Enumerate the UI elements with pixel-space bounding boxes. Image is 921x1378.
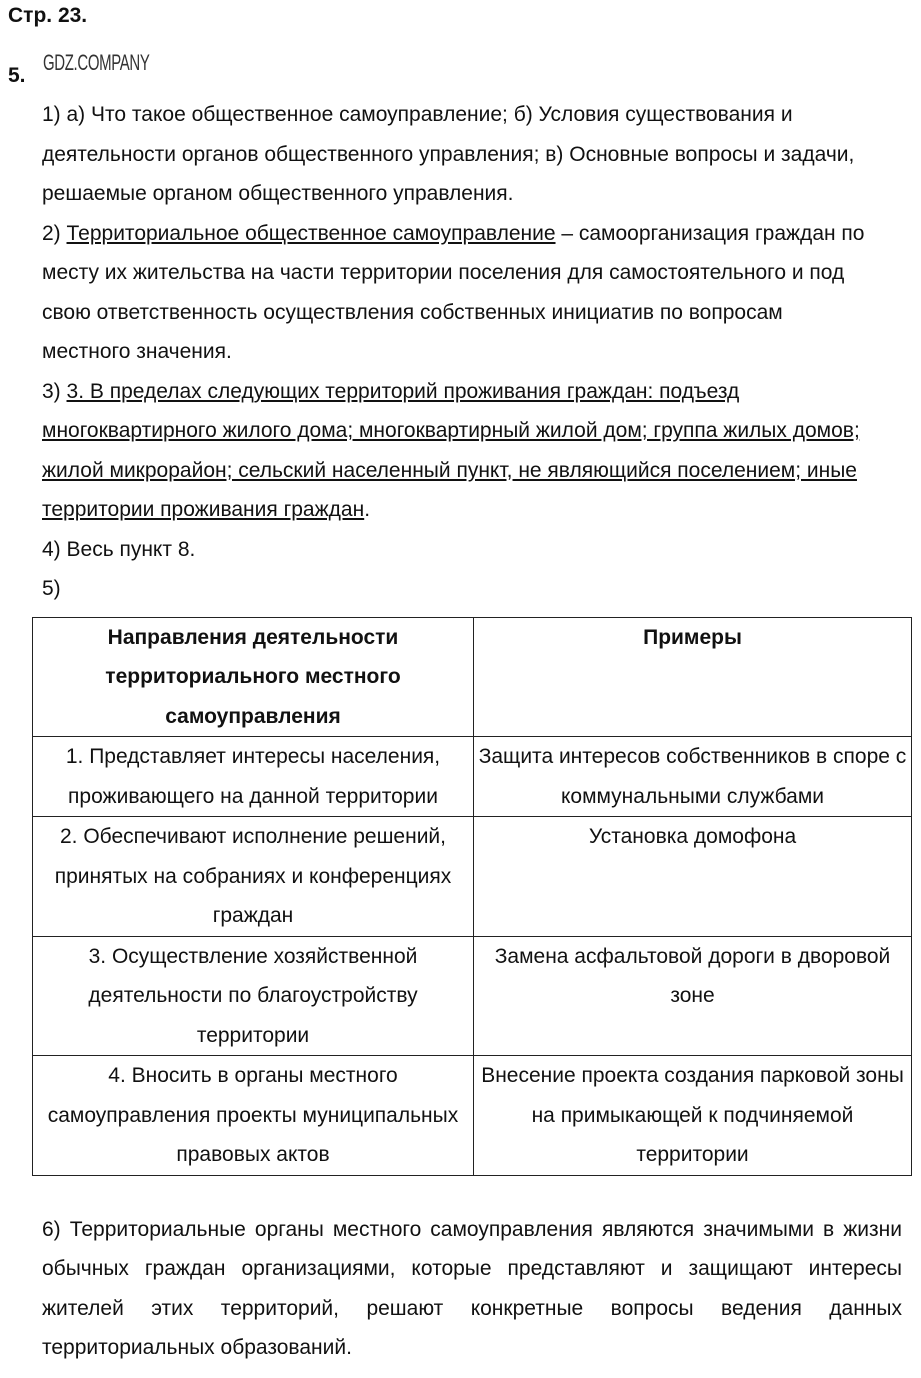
example-cell: Установка домофона xyxy=(474,817,912,937)
answer-3-prefix: 3) xyxy=(42,379,67,403)
header-directions: Направления деятельности территориального местного самоуправления xyxy=(33,617,474,737)
direction-cell: 3. Осуществление хозяйственной деятельности по благоустройству территории xyxy=(33,936,474,1056)
answer-body xyxy=(42,95,907,1368)
example-cell: Защита интересов собственников в споре с коммунальными службами xyxy=(474,737,912,817)
answer-6: 6) Территориальные органы местного самоуправления являются значимыми в жизни обычных граждан организациями, которые представляют и защищают интересы жителей этих территорий, решают конкретные вопросы ведения данных территориальных образований. xyxy=(42,1217,902,1359)
answer-3-text: 3. В пределах следующих территорий проживания граждан: подъезд многоквартирного жилого дома; многоквартирный жилой дом; группа жилых домов; жилой микрорайон; сельский населенный пункт, не являющийся поселением; иные территории проживания граждан xyxy=(42,379,860,521)
header-examples: Примеры xyxy=(474,617,912,737)
example-cell: Замена асфальтовой дороги в дворовой зоне xyxy=(474,936,912,1056)
answer-3 xyxy=(42,372,872,530)
answer-5-label: 5) xyxy=(42,577,61,600)
example-cell: Внесение проекта создания парковой зоны на примыкающей к подчиняемой территории xyxy=(474,1056,912,1176)
direction-cell: 4. Вносить в органы местного самоуправления проекты муниципальных правовых актов xyxy=(33,1056,474,1176)
table-header xyxy=(33,617,912,737)
answer-2-term: Территориальное общественное самоуправление xyxy=(66,221,556,245)
task-number: 5. xyxy=(8,64,26,87)
table-row xyxy=(33,737,912,817)
activities-table xyxy=(32,617,912,1176)
answer-2-prefix: 2) xyxy=(42,221,67,245)
answer-2 xyxy=(42,214,872,372)
table-row xyxy=(33,936,912,1056)
direction-cell: 1. Представляет интересы населения, проживающего на данной территории xyxy=(33,737,474,817)
answer-4: 4) Весь пункт 8. xyxy=(42,537,196,561)
answer-1: 1) а) Что такое общественное самоуправление; б) Условия существования и деятельности органов общественного управления; в) Основные вопросы и задачи, решаемые органом общественного управления. xyxy=(42,103,855,205)
direction-cell: 2. Обеспечивают исполнение решений, принятых на собраниях и конференциях граждан xyxy=(33,817,474,937)
answer-3-suffix: . xyxy=(364,498,371,521)
answer-2-definition: – самоорганизация граждан по месту их жительства на части территории поселения для самостоятельного и под свою ответственность осуществления собственных инициатив по вопросам местного значения. xyxy=(42,221,865,363)
table-row xyxy=(33,817,912,937)
watermark: GDZ.COMPANY xyxy=(43,50,150,75)
table-row xyxy=(33,1056,912,1176)
page-title: Стр. 23. xyxy=(8,4,88,27)
